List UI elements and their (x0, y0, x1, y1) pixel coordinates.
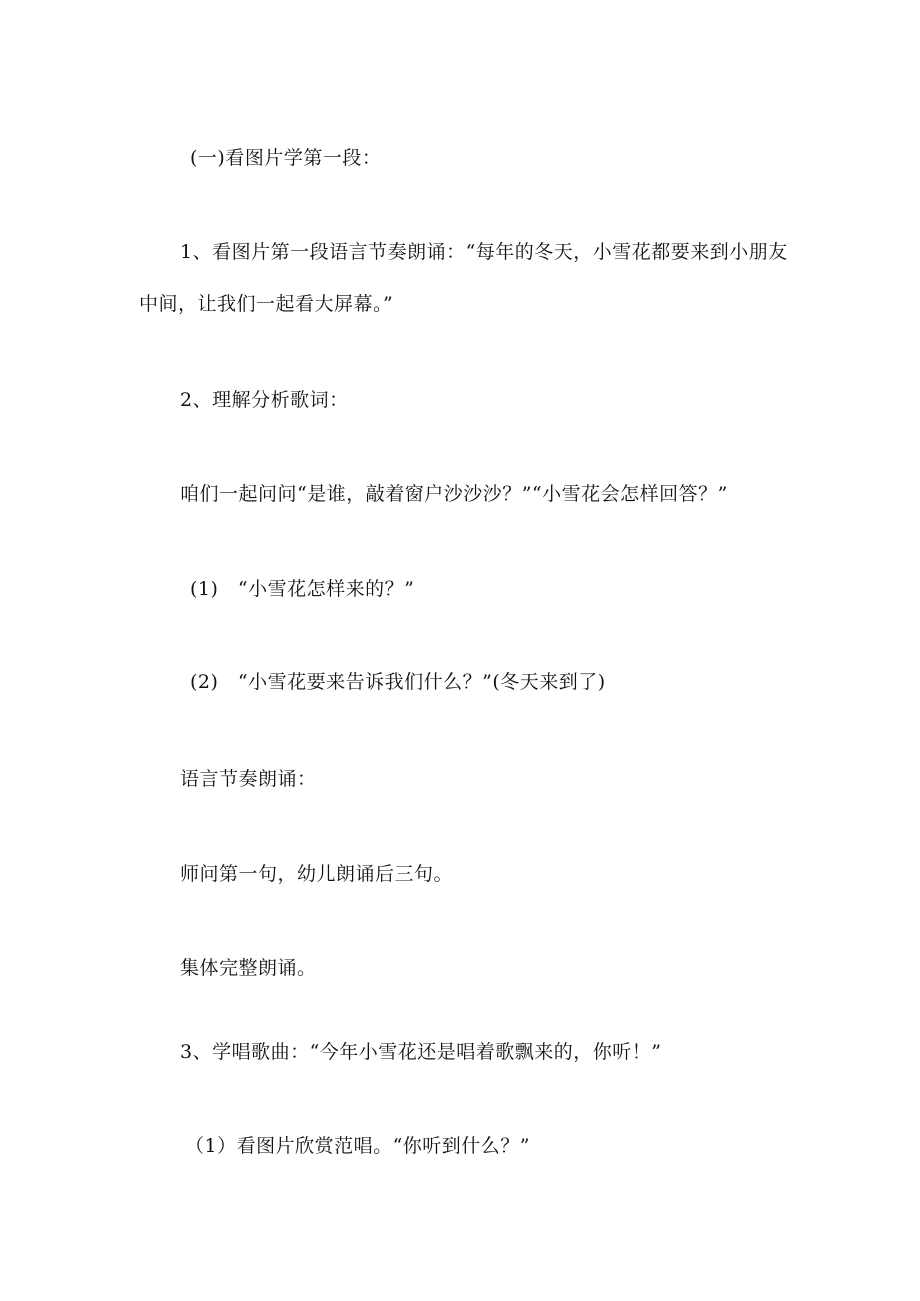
teacher-line: 师问第一句，幼儿朗诵后三句。 (180, 863, 454, 885)
sub-item-3: （1）看图片欣赏范唱。“你听到什么？” (185, 1135, 531, 1157)
group-line: 集体完整朗诵。 (180, 957, 317, 979)
item-3: 3、学唱歌曲：“今年小雪花还是唱着歌飘来的，你听！” (180, 1041, 662, 1063)
item-1-line-2: 中间，让我们一起看大屏幕。” (139, 293, 394, 315)
section-heading: (一)看图片学第一段： (190, 147, 382, 169)
item-1-line-1: 1、看图片第一段语言节奏朗诵：“每年的冬天，小雪花都要来到小朋友 (180, 241, 788, 263)
sub-item-2: (2) “小雪花要来告诉我们什么？”(冬天来到了) (190, 671, 606, 693)
sub-item-1: (1) “小雪花怎样来的？” (190, 578, 415, 600)
item-2: 2、理解分析歌词： (180, 389, 349, 411)
recite-label: 语言节奏朗诵： (180, 768, 317, 790)
question-line: 咱们一起问问“是谁，敲着窗户沙沙沙？”“小雪花会怎样回答？” (180, 483, 728, 505)
